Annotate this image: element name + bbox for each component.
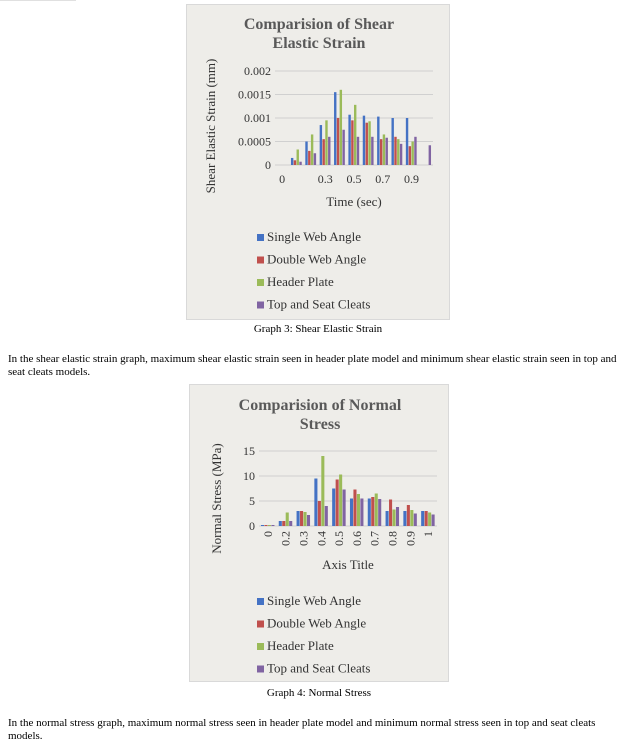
bar-double-web-angle	[294, 160, 296, 165]
x-tick-label: 0.5	[332, 531, 347, 546]
bar-top-and-seat-cleats	[342, 130, 344, 165]
bar-header-plate	[393, 510, 396, 527]
legend-label: Top and Seat Cleats	[267, 296, 371, 312]
x-tick-label: 0	[279, 172, 286, 186]
bar-double-web-angle	[380, 139, 382, 165]
bar-single-web-angle	[421, 511, 424, 526]
x-tick-label: 0.9	[403, 531, 418, 546]
normal-paragraph: In the normal stress graph, maximum normal stress seen in header plate model and minimum normal stress seen in top and seat cleats models.	[8, 717, 596, 742]
bar-double-web-angle	[300, 511, 303, 526]
bar-header-plate	[286, 513, 289, 527]
bar-top-and-seat-cleats	[360, 499, 363, 527]
x-tick-label: 1	[421, 531, 436, 537]
bar-top-and-seat-cleats	[432, 515, 435, 527]
bar-header-plate	[368, 121, 370, 165]
bar-top-and-seat-cleats	[371, 137, 373, 165]
bar-top-and-seat-cleats	[414, 514, 417, 527]
legend-swatch	[257, 598, 264, 605]
bar-single-web-angle	[297, 511, 300, 526]
bar-single-web-angle	[350, 499, 353, 527]
x-tick-label: 0.4	[314, 531, 329, 546]
bar-double-web-angle	[322, 139, 324, 165]
bar-top-and-seat-cleats	[357, 137, 359, 165]
x-axis-title: Time (sec)	[326, 194, 382, 209]
legend-swatch	[257, 643, 264, 650]
legend-swatch	[257, 302, 264, 309]
bar-header-plate	[397, 139, 399, 165]
normal-stress-chart	[189, 384, 449, 682]
legend-swatch	[257, 234, 264, 241]
legend-label: Header Plate	[267, 638, 334, 653]
bar-single-web-angle	[403, 511, 406, 526]
bar-header-plate	[383, 134, 385, 165]
graph3-svg	[187, 5, 451, 321]
bar-top-and-seat-cleats	[325, 506, 328, 526]
chart-title: Stress	[299, 416, 341, 433]
bar-top-and-seat-cleats	[429, 145, 431, 165]
x-tick-label: 0.8	[385, 531, 400, 546]
bar-header-plate	[304, 512, 307, 526]
bar-double-web-angle	[353, 490, 356, 527]
bar-single-web-angle	[391, 118, 393, 165]
x-tick-label: 0.3	[296, 531, 311, 546]
top-divider	[0, 0, 76, 1]
bar-single-web-angle	[320, 125, 322, 165]
bar-single-web-angle	[348, 115, 350, 165]
x-tick-label: 0.9	[403, 172, 419, 186]
y-tick-label: 5	[249, 494, 255, 508]
bar-double-web-angle	[308, 151, 310, 165]
bar-top-and-seat-cleats	[343, 490, 346, 527]
bar-single-web-angle	[377, 117, 379, 165]
bar-top-and-seat-cleats	[328, 137, 330, 165]
bar-single-web-angle	[406, 118, 408, 165]
bar-top-and-seat-cleats	[400, 144, 402, 165]
bar-top-and-seat-cleats	[314, 153, 316, 165]
x-tick-label: 0.3	[317, 172, 333, 186]
bar-header-plate	[428, 513, 431, 527]
bar-top-and-seat-cleats	[289, 521, 292, 526]
bar-double-web-angle	[425, 511, 428, 526]
x-tick-label: 0.7	[367, 531, 382, 546]
bar-double-web-angle	[409, 146, 411, 165]
bar-single-web-angle	[261, 525, 264, 526]
bar-header-plate	[340, 90, 342, 165]
legend-label: Top and Seat Cleats	[267, 660, 371, 676]
x-tick-label: 0.2	[278, 531, 293, 546]
chart-title: Comparision of Shear	[243, 16, 395, 33]
legend-label: Header Plate	[267, 274, 334, 289]
legend-swatch	[257, 666, 264, 673]
bar-single-web-angle	[291, 158, 293, 165]
y-tick-label: 15	[243, 444, 255, 458]
bar-double-web-angle	[264, 525, 267, 526]
y-axis-title: Normal Stress (MPa)	[209, 443, 224, 554]
bar-double-web-angle	[389, 500, 392, 527]
chart-title: Elastic Strain	[272, 35, 366, 52]
chart-title: Comparision of Normal	[238, 397, 402, 414]
bar-top-and-seat-cleats	[307, 515, 310, 526]
bar-header-plate	[357, 494, 360, 526]
legend-swatch	[257, 279, 264, 286]
bar-single-web-angle	[386, 511, 389, 526]
bar-header-plate	[325, 120, 327, 165]
bar-double-web-angle	[407, 505, 410, 526]
shear-paragraph: In the shear elastic strain graph, maximum shear elastic strain seen in header plate model and minimum shear elastic strain seen in top and seat cleats models.	[8, 353, 617, 378]
bar-header-plate	[375, 494, 378, 527]
bar-header-plate	[354, 105, 356, 165]
bar-single-web-angle	[332, 489, 335, 527]
bar-header-plate	[311, 134, 313, 165]
bar-top-and-seat-cleats	[386, 138, 388, 165]
graph4-caption: Graph 4: Normal Stress	[266, 687, 372, 699]
bar-double-web-angle	[366, 123, 368, 165]
y-tick-label: 0.001	[244, 111, 271, 125]
bar-top-and-seat-cleats	[299, 162, 301, 165]
y-tick-label: 0.0005	[238, 134, 271, 149]
x-tick-label: 0	[260, 531, 275, 537]
bar-double-web-angle	[337, 118, 339, 165]
bar-double-web-angle	[351, 120, 353, 165]
bar-single-web-angle	[279, 521, 282, 526]
y-axis-title: Shear Elastic Strain (mm)	[203, 58, 218, 194]
graph4-svg	[190, 385, 450, 683]
shear-strain-chart	[186, 4, 450, 320]
x-tick-label: 0.5	[346, 172, 362, 186]
y-tick-label: 10	[243, 469, 255, 483]
y-tick-label: 0.002	[244, 64, 271, 78]
bar-single-web-angle	[305, 142, 307, 166]
bar-double-web-angle	[282, 521, 285, 526]
bar-header-plate	[268, 525, 271, 526]
bar-top-and-seat-cleats	[414, 137, 416, 165]
bar-single-web-angle	[334, 92, 336, 165]
bar-double-web-angle	[371, 497, 374, 526]
bar-double-web-angle	[336, 480, 339, 527]
bar-header-plate	[411, 142, 413, 166]
x-axis-title: Axis Title	[322, 557, 374, 572]
bar-double-web-angle	[394, 137, 396, 165]
bar-top-and-seat-cleats	[396, 507, 399, 526]
bar-header-plate	[339, 475, 342, 527]
y-tick-label: 0	[249, 519, 255, 533]
y-tick-label: 0.0015	[238, 87, 271, 102]
bar-top-and-seat-cleats	[271, 525, 274, 526]
bar-single-web-angle	[368, 499, 371, 527]
bar-single-web-angle	[314, 479, 317, 527]
legend-swatch	[257, 621, 264, 628]
bar-header-plate	[297, 149, 299, 165]
legend-label: Single Web Angle	[267, 593, 362, 608]
legend-label: Double Web Angle	[267, 251, 367, 267]
graph3-caption: Graph 3: Shear Elastic Strain	[253, 323, 383, 335]
x-tick-label: 0.6	[349, 531, 364, 546]
bar-header-plate	[321, 456, 324, 526]
legend-label: Single Web Angle	[267, 229, 362, 244]
bar-top-and-seat-cleats	[378, 499, 381, 526]
x-tick-label: 0.7	[375, 172, 391, 186]
legend-label: Double Web Angle	[267, 615, 367, 631]
bar-double-web-angle	[318, 501, 321, 526]
y-tick-label: 0	[265, 158, 271, 172]
bar-single-web-angle	[363, 116, 365, 165]
legend-swatch	[257, 257, 264, 264]
bar-header-plate	[410, 510, 413, 526]
